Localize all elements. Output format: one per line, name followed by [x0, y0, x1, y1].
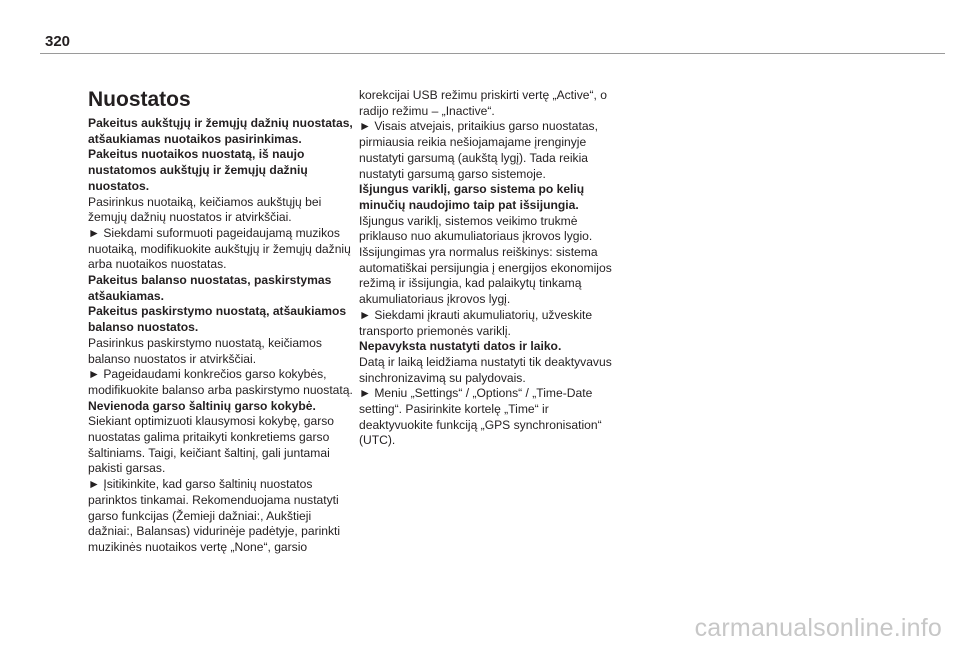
- right-paragraphs: [359, 88, 619, 449]
- page-number: 320: [45, 33, 71, 50]
- header-rule: [40, 53, 945, 54]
- body-paragraph: Išsijungimas yra normalus reiškinys: sistema automatiškai persijungia į energijos ekonomijos režimą ir išsijungia, kad palaikytų tinkamą akumuliatoriaus įkrovos lygį.: [359, 245, 612, 307]
- bold-paragraph: Pakeitus aukštųjų ir žemųjų dažnių nuostatas, atšaukiamas nuotaikos pasirinkimas.: [88, 116, 353, 146]
- body-paragraph: Datą ir laiką leidžiama nustatyti tik deaktyvavus sinchronizavimą su palydovais.: [359, 354, 612, 385]
- body-paragraph: ► Įsitikinkite, kad garso šaltinių nuostatos parinktos tinkamai. Rekomenduojama nustatyti garso funkcijas (Žemieji dažniai:, Aukštieji dažniai:, Balansas) vidurinėje padėtyje, parinkti muzikinės nuotaikos vertę „None“, garsio: [88, 477, 341, 554]
- body-paragraph: ► Pageidaudami konkrečios garso kokybės, modifikuokite balanso arba paskirstymo nuostatą.: [88, 367, 353, 397]
- bold-paragraph: Pakeitus paskirstymo nuostatą, atšaukiamos balanso nuostatos.: [88, 304, 347, 335]
- section-heading: Nuostatos: [88, 88, 191, 111]
- bold-paragraph: Nevienoda garso šaltinių garso kokybė.: [88, 398, 316, 413]
- bold-paragraph: Išjungus variklį, garso sistema po kelių minučių naudojimo taip pat išsijungia.: [359, 182, 585, 212]
- left-paragraphs: [88, 116, 356, 556]
- body-paragraph: Pasirinkus nuotaiką, keičiamos aukštųjų bei žemųjų dažnių nuostatos ir atvirkščiai.: [88, 194, 322, 225]
- body-paragraph: ► Visais atvejais, pritaikius garso nuostatas, pirmiausia reikia nešiojamajame įrenginyje nustatyti garsumą (aukštą lygį). Tada reikia nustatyti garsumą garso sistemoje.: [359, 119, 598, 181]
- body-paragraph: Siekiant optimizuoti klausymosi kokybę, garso nuostatas galima pritaikyti konkretiems garso šaltiniams. Taigi, keičiant šaltinį, gali juntamai pakisti garsas.: [88, 414, 335, 476]
- right-column: [359, 88, 619, 449]
- body-paragraph: Išjungus variklį, sistemos veikimo trukmė priklauso nuo akumuliatoriaus įkrovos lygio.: [359, 213, 593, 244]
- body-paragraph: ► Meniu „Settings“ / „Options“ / „Time-Date setting“. Pasirinkite kortelę „Time“ ir deaktyvuokite funkciją „GPS synchronisation“ (UTC).: [359, 386, 602, 448]
- body-paragraph: korekcijai USB režimu priskirti vertę „Active“, o radijo režimu – „Inactive“.: [359, 88, 607, 118]
- bold-paragraph: Pakeitus balanso nuostatas, paskirstymas atšaukiamas.: [88, 273, 332, 303]
- body-paragraph: Pasirinkus paskirstymo nuostatą, keičiamos balanso nuostatos ir atvirkščiai.: [88, 335, 322, 366]
- bold-paragraph: Pakeitus nuotaikos nuostatą, iš naujo nustatomos aukštųjų ir žemųjų dažnių nuostatos.: [88, 147, 308, 193]
- bold-paragraph: Nepavyksta nustatyti datos ir laiko.: [359, 339, 562, 354]
- body-paragraph: ► Siekdami suformuoti pageidaujamą muzikos nuotaiką, modifikuokite aukštųjų ir žemųjų dažnių arba nuotaikos nuostatas.: [88, 225, 351, 272]
- watermark: carmanualsonline.info: [694, 614, 942, 642]
- body-paragraph: ► Siekdami įkrauti akumuliatorių, užveskite transporto priemonės variklį.: [359, 307, 593, 338]
- left-column: [88, 88, 356, 556]
